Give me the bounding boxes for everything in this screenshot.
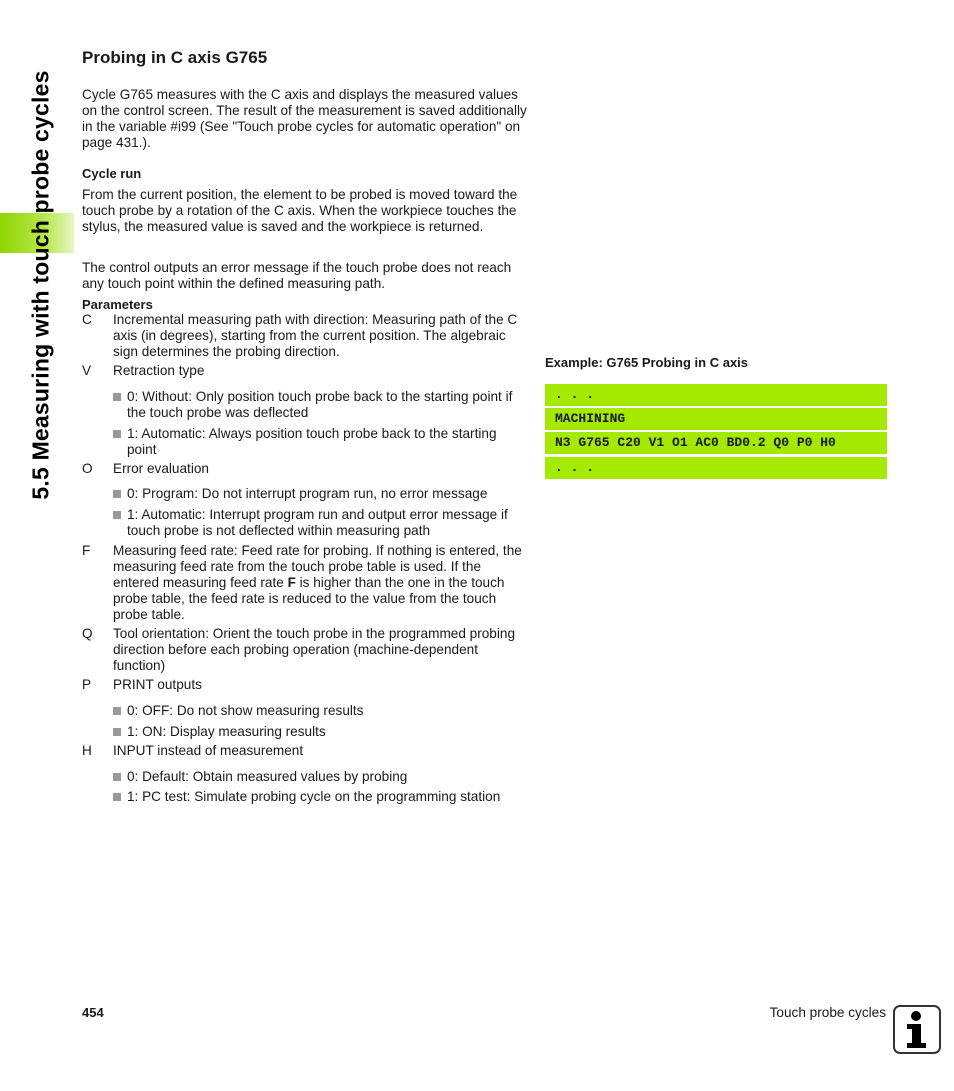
example-title: Example: G765 Probing in C axis — [545, 355, 749, 370]
bullet-square-icon — [113, 728, 121, 736]
param-desc-f-part1: Measuring feed rate: Feed rate for probing. If nothing is entered, the measuring feed rate from the touch probe table is used. If the entered measuring feed rate — [113, 543, 522, 590]
cycle-run-heading: Cycle run — [82, 166, 142, 181]
code-line: . . . — [545, 457, 887, 479]
list-item — [113, 769, 525, 785]
param-letter-c: C — [82, 312, 92, 327]
bullet-square-icon — [113, 773, 121, 781]
param-letter-p: P — [82, 677, 92, 692]
param-desc-o: Error evaluation — [113, 461, 209, 476]
bullet-text: 0: Program: Do not interrupt program run, no error message — [127, 486, 488, 501]
info-icon — [893, 1005, 941, 1054]
param-letter-q: Q — [82, 626, 93, 641]
bullet-square-icon — [113, 430, 121, 438]
list-item — [113, 389, 525, 421]
bullet-text: 0: OFF: Do not show measuring results — [127, 703, 364, 718]
code-line: MACHINING — [545, 408, 887, 430]
param-letter-h: H — [82, 743, 92, 758]
bullet-text: 1: PC test: Simulate probing cycle on the programming station — [127, 789, 501, 804]
bullet-text: 1: Automatic: Always position touch probe back to the starting point — [127, 426, 497, 457]
cycle-run-paragraph-1: From the current position, the element to be probed is moved toward the touch probe by a rotation of the C axis. When the workpiece touches the stylus, the measured value is saved and the workpiece is returned. — [82, 187, 518, 234]
chapter-side-title: 5.5 Measuring with touch probe cycles — [27, 70, 54, 500]
param-letter-o: O — [82, 461, 93, 476]
bullet-text: 1: Automatic: Interrupt program run and output error message if touch probe is not deflected within measuring path — [127, 507, 508, 538]
bullet-text: 0: Default: Obtain measured values by probing — [127, 769, 408, 784]
bullet-square-icon — [113, 393, 121, 401]
code-line: . . . — [545, 384, 887, 406]
cycle-run-paragraph-2: The control outputs an error message if the touch probe does not reach any touch point within the defined measuring path. — [82, 260, 512, 291]
page-heading: Probing in C axis G765 — [82, 48, 268, 67]
page-number: 454 — [82, 1005, 104, 1020]
param-desc-p: PRINT outputs — [113, 677, 202, 692]
list-item — [113, 507, 525, 539]
list-item — [113, 703, 525, 719]
list-item — [113, 486, 525, 502]
parameters-heading: Parameters — [82, 297, 153, 312]
intro-paragraph: Cycle G765 measures with the C axis and displays the measured values on the control screen. The result of the measurement is saved additionally in the variable #i99 (See "Touch probe cycles for automatic operation" on page 431.). — [82, 87, 527, 150]
footer-chapter-title: Touch probe cycles — [769, 1005, 886, 1020]
param-desc-v: Retraction type — [113, 363, 205, 378]
param-desc-f-part2: is higher than the one in the touch probe table, the feed rate is reduced to the value from the touch probe table. — [113, 575, 505, 622]
param-letter-f: F — [82, 543, 91, 558]
info-glyph — [895, 1007, 939, 1052]
bullet-square-icon — [113, 793, 121, 801]
bullet-text: 1: ON: Display measuring results — [127, 724, 326, 739]
param-f-bold: F — [287, 575, 296, 590]
param-letter-v: V — [82, 363, 92, 378]
param-desc-q: Tool orientation: Orient the touch probe in the programmed probing direction before each probing operation (machine-dependent function) — [113, 626, 516, 673]
list-item — [113, 426, 525, 458]
bullet-square-icon — [113, 707, 121, 715]
list-item — [113, 789, 525, 805]
param-desc-c: Incremental measuring path with direction: Measuring path of the C axis (in degrees), starting from the current position. The algebraic sign determines the probing direction. — [113, 312, 518, 359]
bullet-square-icon — [113, 490, 121, 498]
code-line: N3 G765 C20 V1 O1 AC0 BD0.2 Q0 P0 H0 — [545, 432, 887, 454]
param-desc-f — [113, 543, 523, 623]
bullet-text: 0: Without: Only position touch probe back to the starting point if the touch probe was deflected — [127, 389, 513, 420]
bullet-square-icon — [113, 511, 121, 519]
param-desc-h: INPUT instead of measurement — [113, 743, 304, 758]
list-item — [113, 724, 525, 740]
